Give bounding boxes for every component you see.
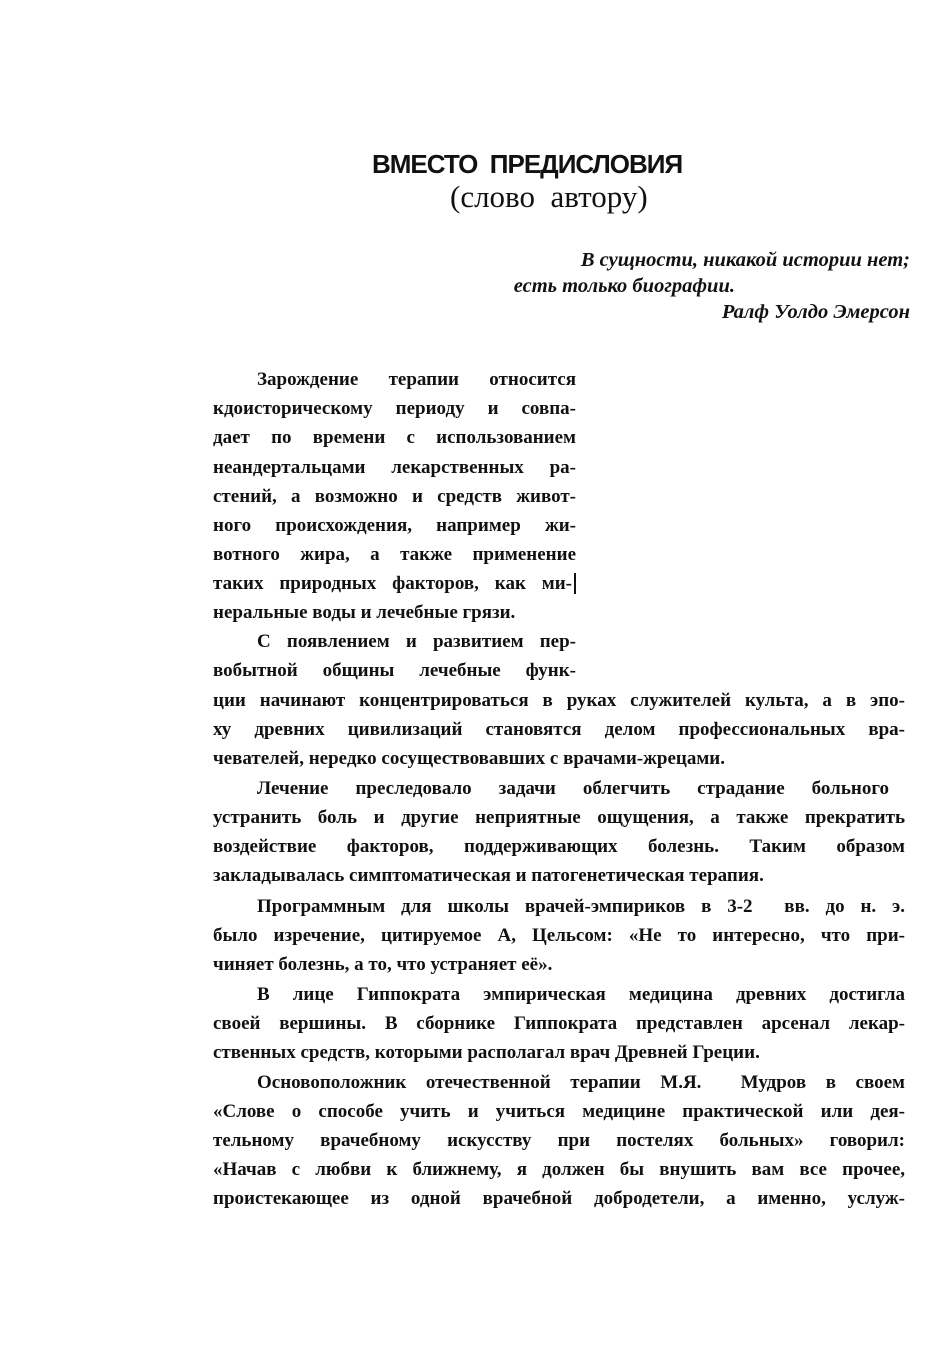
text-line: неральные воды и лечебные грязи. bbox=[213, 602, 516, 623]
text-line: устранить боль и другие неприятные ощущения, а также прекратить bbox=[213, 807, 905, 828]
text-line: дает по времени с использованием bbox=[213, 427, 576, 448]
epigraph-line: есть только биографии. bbox=[513, 275, 735, 297]
text-line: «Слове о способе учить и учиться медицине практической или дея- bbox=[213, 1101, 905, 1122]
text-line: В лице Гиппократа эмпирическая медицина древних достигла bbox=[257, 984, 905, 1005]
text-line: ции начинают концентрироваться в руках служителей культа, а в эпо- bbox=[213, 690, 905, 711]
text-line: неандертальцами лекарственных ра- bbox=[213, 457, 576, 478]
text-line: таких природных факторов, как ми- bbox=[213, 573, 572, 594]
text-line: чевателей, нередко сосуществовавших с врачами-жрецами. bbox=[213, 748, 725, 769]
text-line: своей вершины. В сборнике Гиппократа представлен арсенал лекар- bbox=[213, 1013, 905, 1034]
text-line: ху древних цивилизаций становятся делом профессиональных вра- bbox=[213, 719, 905, 740]
epigraph-line: В сущности, никакой истории нет; bbox=[580, 249, 910, 271]
epigraph-author: Ралф Уолдо Эмерсон bbox=[721, 301, 910, 323]
text-line: ственных средств, которыми располагал врач Древней Греции. bbox=[213, 1042, 760, 1063]
text-line: Программным для школы врачей-эмпириков в 3-2 вв. до н. э. bbox=[257, 896, 905, 917]
text-line: «Начав с любви к ближнему, я должен бы внушить вам все прочее, bbox=[213, 1159, 905, 1180]
text-line: вобытной общины лечебные функ- bbox=[213, 660, 576, 681]
text-line: ного происхождения, например жи- bbox=[213, 515, 576, 536]
text-line: было изречение, цитируемое А, Цельсом: «Не то интересно, что при- bbox=[213, 925, 905, 946]
text-line: Основоположник отечественной терапии М.Я. Мудров в своем bbox=[257, 1072, 905, 1093]
text-line: С появлением и развитием пер- bbox=[257, 631, 576, 652]
text-cursor-mark bbox=[574, 573, 576, 594]
text-line: закладывалась симптоматическая и патогенетическая терапия. bbox=[213, 865, 764, 886]
text-line: чиняет болезнь, а то, что устраняет её». bbox=[213, 954, 553, 975]
text-line: стений, а возможно и средств живот- bbox=[213, 486, 576, 507]
epigraph bbox=[420, 247, 910, 325]
page-subtitle: (слово автору) bbox=[450, 179, 648, 214]
page-title: ВМЕСТО ПРЕДИСЛОВИЯ bbox=[372, 149, 683, 179]
text-line: вотного жира, а также применение bbox=[213, 544, 576, 565]
text-line: Лечение преследовало задачи облегчить страдание больного bbox=[257, 778, 889, 799]
text-line: воздействие факторов, поддерживающих болезнь. Таким образом bbox=[213, 836, 905, 857]
text-line: Зарождение терапии относится bbox=[257, 369, 576, 390]
text-line: кдоисторическому периоду и совпа- bbox=[213, 398, 576, 419]
text-line: тельному врачебному искусству при постелях больных» говорил: bbox=[213, 1130, 905, 1151]
text-line: проистекающее из одной врачебной добродетели, а именно, услуж- bbox=[213, 1188, 905, 1209]
